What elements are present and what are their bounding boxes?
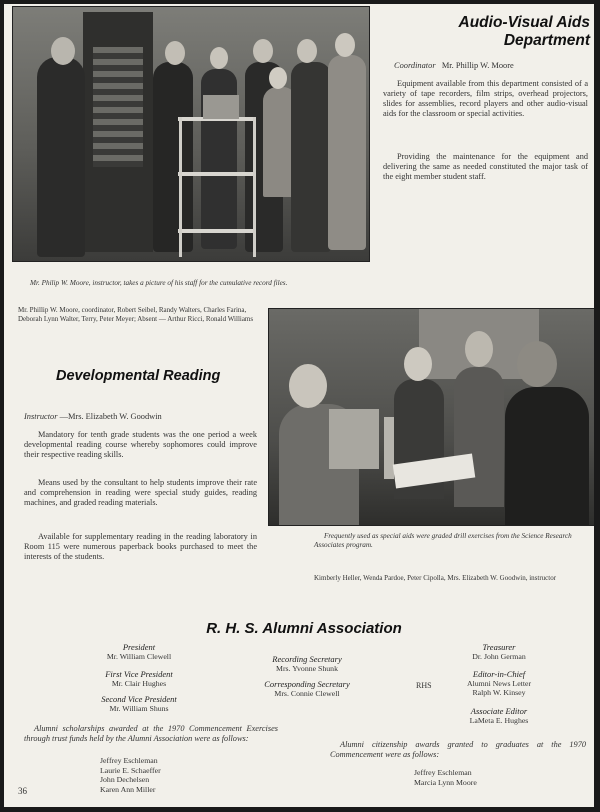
officer-name: Mr. William Clewell <box>106 652 172 661</box>
citizenship-text: Alumni citizenship awards granted to graduates at the 1970 Commencement were as follows: <box>330 740 586 759</box>
officer-name: Mr. William Shuns <box>109 704 169 713</box>
officer-name: Mrs. Yvonne Shunk <box>276 664 338 673</box>
av-section-title: Audio-Visual Aids Department <box>458 14 590 49</box>
av-coordinator-line <box>394 61 590 70</box>
list-item: Jeffrey Eschleman <box>414 768 472 777</box>
officer-name: Ralph W. Kinsey <box>472 688 526 697</box>
reading-paragraph-1: Mandatory for tenth grade students was the one period a week developmental reading course whereby sophomores could improve their respective reading skills. <box>24 430 257 459</box>
av-paragraph-2: Providing the maintenance for the equipment and delivering the same as needed constituted the major task of the eight member student staff. <box>383 152 588 181</box>
officer-title: Corresponding Secretary <box>264 679 350 689</box>
officer-title: President <box>122 642 156 652</box>
alumni-officer-second-vp <box>64 694 214 713</box>
officer-title: Recording Secretary <box>272 654 342 664</box>
alumni-officer-president <box>64 642 214 661</box>
alumni-officer-associate-editor <box>424 706 574 725</box>
officer-title: Associate Editor <box>470 706 528 716</box>
alumni-section-title: R. H. S. Alumni Association <box>206 620 402 637</box>
av-staff-photo <box>12 6 370 262</box>
rhs-label: RHS <box>416 681 432 690</box>
reading-instructor-line <box>24 412 264 421</box>
officer-name: Alumni News Letter <box>466 679 532 688</box>
list-item: Laurie E. Schaeffer <box>100 765 161 775</box>
reading-section-title: Developmental Reading <box>56 368 221 384</box>
list-item: John Dechelsen <box>100 775 150 784</box>
officer-name: Mr. Clair Hughes <box>111 679 167 688</box>
av-photo-caption: Mr. Philip W. Moore, instructor, takes a picture of his staff for the cumulative record files. <box>30 279 288 287</box>
page-number: 36 <box>18 786 27 796</box>
av-photo-names: Mr. Phillip W. Moore, coordinator, Robert Seibel, Randy Walters, Charles Farina, Deborah Lynn Walter, Terry, Peter Meyer; Absent — Arthur Ricci, Ronald Williams <box>18 306 254 323</box>
list-item: Karen Ann Miller <box>100 784 156 794</box>
reading-paragraph-3: Available for supplementary reading in the reading laboratory in Room 115 were numerous paperback books purchased to meet the interests of the students. <box>24 532 257 561</box>
yearbook-page <box>4 4 594 807</box>
alumni-officer-corresponding-secretary <box>224 679 390 698</box>
list-item: Jeffrey Eschleman <box>100 756 158 765</box>
reading-instructor-name: —Mrs. Elizabeth W. Goodwin <box>59 412 162 421</box>
reading-photo-caption: Frequently used as special aids were graded drill exercises from the Science Research Associates program. <box>314 532 572 549</box>
officer-title: Editor-in-Chief <box>472 669 526 679</box>
officer-title: Second Vice President <box>101 694 177 704</box>
officer-name: Mrs. Connie Clewell <box>274 689 340 698</box>
officer-name: Dr. John German <box>472 652 526 661</box>
reading-paragraph-2: Means used by the consultant to help students improve their rate and comprehension in reading were special study guides, reading machines, and graded reading materials. <box>24 478 257 507</box>
alumni-officer-first-vp <box>64 669 214 688</box>
scholarship-text: Alumni scholarships awarded at the 1970 Commencement Exercises through trust funds held by the Alumni Association were as follows: <box>24 724 278 743</box>
officer-name: LaMeta E. Hughes <box>469 716 529 725</box>
alumni-officer-editor <box>424 669 574 697</box>
officer-title: First Vice President <box>105 669 173 679</box>
reading-instructor-label: Instructor <box>24 412 58 421</box>
citizenship-recipients <box>414 768 574 787</box>
av-paragraph-1: Equipment available from this department consisted of a variety of tape recorders, film strips, overhead projectors, slides for assemblies, record players and other audio-visual aids for the classroom or special activities. <box>383 79 588 118</box>
av-coordinator-name: Mr. Phillip W. Moore <box>441 61 514 70</box>
officer-title: Treasurer <box>482 642 516 652</box>
reading-photo <box>268 308 594 526</box>
alumni-officer-treasurer <box>424 642 574 661</box>
alumni-officer-recording-secretary <box>232 654 382 673</box>
av-coordinator-label: Coordinator <box>394 61 436 70</box>
list-item: Marcia Lynn Moore <box>414 777 477 787</box>
reading-photo-names: Kimberly Heller, Wenda Pardoe, Peter Cipolla, Mrs. Elizabeth W. Goodwin, instructor <box>314 574 557 582</box>
scholarship-recipients <box>100 756 260 794</box>
